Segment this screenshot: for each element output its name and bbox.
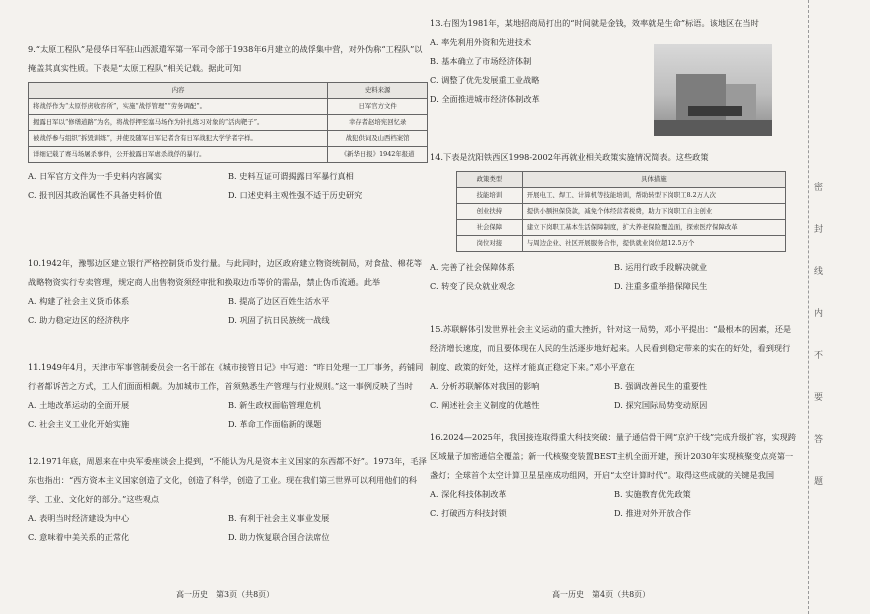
option-b: B. 实施教育优先政策 [614, 489, 691, 499]
page-footer: 高一历史 第3页（共8页） [176, 590, 275, 599]
question-16-options [430, 504, 798, 523]
option-c: C. 报刊因其政治属性不具备史料价值 [28, 190, 162, 200]
option-b: B. 强调改善民生的重要性 [614, 381, 708, 391]
question-12 [28, 452, 428, 547]
page-footer: 高一历史 第4页（共8页） [552, 590, 651, 599]
table-cell: 揭露日军以“修缮道路”为名，将战俘押至塞马场作为针扎练习对象的“活肉靶子”。 [29, 115, 328, 131]
photo-building [726, 84, 756, 124]
table-row [29, 147, 428, 163]
question-9-options [28, 186, 428, 205]
table-header: 内容 [29, 83, 328, 99]
table-row [457, 204, 786, 220]
table-cell: 岗位对接 [457, 236, 523, 252]
question-12-options [28, 509, 428, 528]
question-14-stem: 14.下表是沈阳铁西区1998-2002年再就业相关政策实施情况简表。这些政策 [430, 152, 709, 162]
table-row [457, 188, 786, 204]
option-c: C. 阐述社会主义制度的优越性 [430, 400, 540, 410]
binding-label: 密 [814, 183, 824, 193]
binding-label: 答 [814, 435, 824, 445]
table-cell: 建立下岗职工基本生活保障制度，扩大养老保险覆盖面，探索医疗保障改革 [522, 220, 785, 236]
option-c: C. 打破西方科技封锁 [430, 508, 507, 518]
option-b: B. 史料互证可谓揭露日军暴行真相 [228, 171, 354, 181]
option-c: C. 社会主义工业化开始实施 [28, 419, 130, 429]
table-cell: 开展电工、焊工、计算机等技能培训，帮助转型下岗职工8.2万人次 [522, 188, 785, 204]
question-11-options [28, 415, 428, 434]
table-cell: 日军官方文件 [328, 99, 428, 115]
option-d: D. 革命工作面临新的课题 [228, 419, 322, 429]
binding-label: 线 [814, 267, 824, 277]
table-row [29, 99, 428, 115]
question-12-options [28, 528, 428, 547]
question-10 [28, 254, 428, 330]
option-a: A. 日军官方文件为一手史料内容属实 [28, 171, 162, 181]
table-row [29, 115, 428, 131]
option-a: A. 完善了社会保障体系 [430, 262, 515, 272]
option-a: A. 表明当时经济建设为中心 [28, 513, 130, 523]
table-row [457, 236, 786, 252]
table-cell: 创业扶持 [457, 204, 523, 220]
question-9-options [28, 167, 428, 186]
table-row [29, 131, 428, 147]
option-b: B. 基本确立了市场经济体制 [430, 56, 532, 66]
binding-label: 要 [814, 393, 824, 403]
question-10-options [28, 311, 428, 330]
option-d: D. 巩固了抗日民族统一战线 [228, 315, 330, 325]
question-15-stem: 15.苏联解体引发世界社会主义运动的重大挫折，针对这一局势，邓小平提出：“最根本的因素，还是经济增长速度，而且要体现在人民的生活逐步地好起来。人民看到稳定带来的实在的好处，看到现行制度、政策的好处，这样才能真正稳定下来。”邓小平意在 [430, 324, 792, 372]
option-c: C. 助力稳定边区的经济秩序 [28, 315, 130, 325]
photo-building [676, 74, 726, 124]
question-10-options [28, 292, 428, 311]
question-14-table [456, 171, 786, 252]
table-cell: 被战俘参与组织“拆毁训练”，并使及随军日军记者含有日军战犯大学学者字样。 [29, 131, 328, 147]
question-11-stem: 11.1949年4月，天津市军事管制委员会一名干部在《城市接管日记》中写道：“昨日处理一工厂事务，药铺同行者都诉苦之方式，工人们面面相觑。为加城市工作，首须熟悉生产管理与行业规则。”这一事例反映了当时 [28, 362, 424, 391]
option-c: C. 转变了民众就业观念 [430, 281, 515, 291]
binding-label: 不 [814, 351, 824, 361]
table-cell: 战犯供词及山西档案馆 [328, 131, 428, 147]
table-cell: 与周边企业、社区开展服务合作，提供就业岗位超12.5万个 [522, 236, 785, 252]
question-9-stem: 9.“太原工程队”是侵华日军驻山西派遣军第一军司令部于1938年6月建立的战俘集中营，对外伪称“工程队”以掩盖其真实性质。下表是“太原工程队”相关记载。据此可知 [28, 44, 423, 73]
binding-label: 封 [814, 225, 824, 235]
question-14-options [430, 277, 798, 296]
question-11 [28, 358, 428, 434]
question-9-table [28, 82, 428, 163]
option-a: A. 分析苏联解体对我国的影响 [430, 381, 540, 391]
option-a: A. 土地改革运动的全面开展 [28, 400, 130, 410]
photo-ground [654, 120, 772, 136]
question-12-stem: 12.1971年底，周恩来在中央军委座谈会上提到，“不能认为凡是资本主义国家的东西都不好”。1973年，毛泽东也指出：“西方资本主义国家创造了文化，创造了科学，创造了工业。现在我们第三世界可以利用他们的科学、工业、文化好的部分。”这些观点 [28, 456, 427, 504]
table-cell: 将战俘作为“太原俘虏收容所”，实施“战俘管理”“劳务调配”。 [29, 99, 328, 115]
question-11-options [28, 396, 428, 415]
photo-slogan-sign [688, 106, 742, 116]
question-13-options [430, 33, 650, 109]
question-16-options [430, 485, 798, 504]
table-header: 政策类型 [457, 172, 523, 188]
question-16-stem: 16.2024—2025年，我国接连取得重大科技突破：量子通信骨干网“京沪干线”完成升级扩容，实现跨区域量子加密通信全覆盖；新一代核聚变装置BEST主机全面开建，预计2030年实现核聚变点亮第一盏灯；全球首个太空计算卫星星座成功组网，开启“太空计算时代”。取得这些成就的关键是我国 [430, 432, 797, 480]
binding-label: 内 [814, 309, 824, 319]
table-cell: 提供小额担保贷款，减免个体经营者税费，助力下岗职工自主创业 [522, 204, 785, 220]
table-row [457, 220, 786, 236]
table-header: 具体措施 [522, 172, 785, 188]
question-14-options [430, 258, 798, 277]
option-c: C. 意味着中美关系的正常化 [28, 532, 130, 542]
table-cell: 幸存者赵培宪回忆录 [328, 115, 428, 131]
table-cell: 社会保障 [457, 220, 523, 236]
option-d: D. 全面推进城市经济体制改革 [430, 94, 540, 104]
option-d: D. 助力恢复联合国合法席位 [228, 532, 330, 542]
table-cell: 《新华日报》1942年报道 [328, 147, 428, 163]
option-a: A. 率先利用外资和先进技术 [430, 37, 532, 47]
option-d: D. 口述史料主观性强不适于历史研究 [228, 190, 363, 200]
option-b: B. 有利于社会主义事业发展 [228, 513, 330, 523]
question-9 [28, 40, 428, 205]
option-a: A. 深化科技体制改革 [430, 489, 507, 499]
question-10-stem: 10.1942年，豫鄂边区建立银行严格控制货币发行量。与此同时，边区政府建立物资统制局，对食盐、棉花等战略物资实行专卖管理，规定商人出售物资须经审批和换取边币等价的需品，禁止伪币流通。此举 [28, 258, 423, 287]
option-d: D. 探究国际局势变动原因 [614, 400, 708, 410]
question-15-options [430, 396, 798, 415]
table-cell: 技能培训 [457, 188, 523, 204]
binding-margin [808, 0, 831, 614]
option-d: D. 推进对外开放合作 [614, 508, 691, 518]
binding-label: 题 [814, 477, 824, 487]
question-15 [430, 320, 798, 415]
slogan-photo-image [654, 44, 772, 136]
option-d: D. 注重多重举措保障民生 [614, 281, 708, 291]
option-a: A. 构建了社会主义货币体系 [28, 296, 130, 306]
question-15-options [430, 377, 798, 396]
table-cell: 详细记载了赛马场屠杀事件，公开披露日军虐杀战俘的暴行。 [29, 147, 328, 163]
question-16 [430, 428, 798, 523]
option-b: B. 运用行政手段解决就业 [614, 262, 708, 272]
option-b: B. 新生政权面临管理危机 [228, 400, 322, 410]
question-13-stem: 13.右图为1981年，某地招商局打出的“时间就是金钱，效率就是生命”标语。该地区在当时 [430, 18, 759, 28]
question-14 [430, 148, 798, 296]
option-c: C. 调整了优先发展重工业战略 [430, 75, 540, 85]
option-b: B. 提高了边区百姓生活水平 [228, 296, 330, 306]
table-header: 史料来源 [328, 83, 428, 99]
